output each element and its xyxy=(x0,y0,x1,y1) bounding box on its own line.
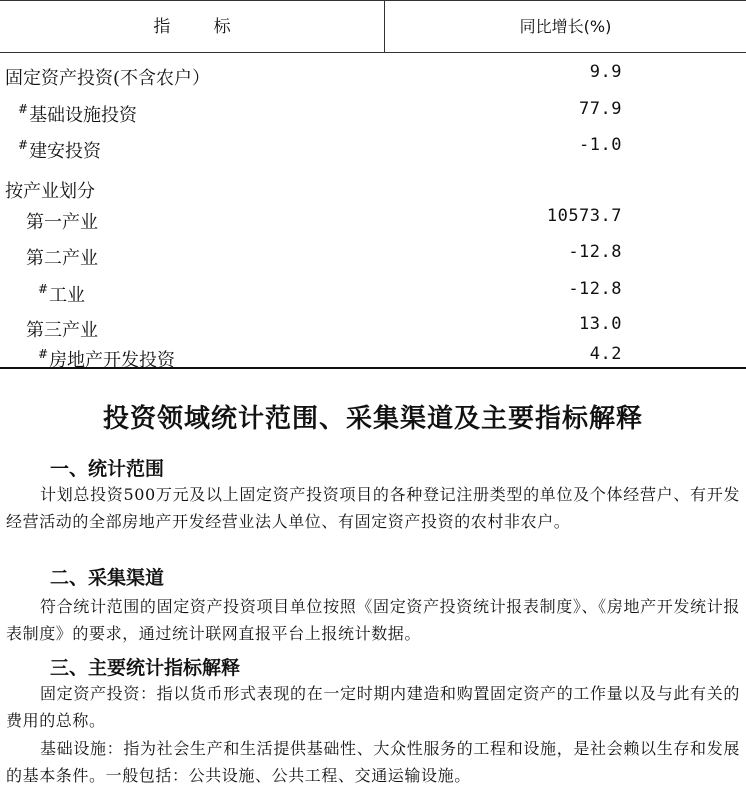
section-heading-indicators: 三、主要统计指标解释 xyxy=(50,657,241,679)
table-row xyxy=(0,306,746,342)
paragraph-fixed-asset-investment: 固定资产投资：指以货币形式表现的在一定时期内建造和购置固定资产的工作量以及与此有关的费用的总称。 xyxy=(6,684,740,730)
row-value: 10573.7 xyxy=(546,206,622,226)
row-value: 13.0 xyxy=(579,314,622,334)
table-row xyxy=(0,91,746,127)
row-label: 第一产业 xyxy=(26,212,98,233)
paragraph-scope: 计划总投资500万元及以上固定资产投资项目的各种登记注册类型的单位及个体经营户、有开发经营活动的全部房地产开发经营业法人单位、有固定资产投资的农村非农户。 xyxy=(6,485,740,531)
document-title: 投资领域统计范围、采集渠道及主要指标解释 xyxy=(102,404,643,434)
row-value: -12.8 xyxy=(568,279,622,299)
section-heading-scope: 一、统计范围 xyxy=(50,458,165,480)
table-row xyxy=(0,198,746,234)
table-row xyxy=(0,234,746,270)
footnote-mark: # xyxy=(18,138,29,152)
row-label: #工业 xyxy=(38,282,86,306)
table-row xyxy=(0,340,746,371)
row-label: #房地产开发投资 xyxy=(38,347,176,371)
row-value: -1.0 xyxy=(579,135,622,155)
table-header-row xyxy=(0,1,746,53)
row-label: #基础设施投资 xyxy=(18,102,138,126)
paragraph-channels: 符合统计范围的固定资产投资项目单位按照《固定资产投资统计报表制度》、《房地产开发统计报表制度》的要求，通过统计联网直报平台上报统计数据。 xyxy=(6,597,740,643)
header-indicator: 指 标 xyxy=(153,17,231,37)
statistics-table xyxy=(0,0,746,369)
row-value: -12.8 xyxy=(568,242,622,262)
header-growth-rate: 同比增长(%) xyxy=(519,17,612,36)
section-heading-channels: 二、采集渠道 xyxy=(50,567,165,589)
table-row xyxy=(0,271,746,307)
table-row xyxy=(0,54,746,90)
row-label: #建安投资 xyxy=(18,138,102,162)
paragraph-infrastructure: 基础设施：指为社会生产和生活提供基础性、大众性服务的工程和设施，是社会赖以生存和发展的基本条件。一般包括：公共设施、公共工程、交通运输设施。 xyxy=(6,739,740,785)
row-label: 按产业划分 xyxy=(5,181,95,202)
footnote-mark: # xyxy=(18,102,29,116)
footnote-mark: # xyxy=(38,282,49,296)
row-label: 第三产业 xyxy=(26,320,98,341)
row-value: 9.9 xyxy=(589,62,622,82)
row-label: 第二产业 xyxy=(26,248,98,269)
row-value: 4.2 xyxy=(589,344,622,364)
footnote-mark: # xyxy=(38,347,49,361)
row-label: 固定资产投资(不含农户） xyxy=(5,68,211,89)
row-value: 77.9 xyxy=(579,99,622,119)
table-row xyxy=(0,127,746,163)
